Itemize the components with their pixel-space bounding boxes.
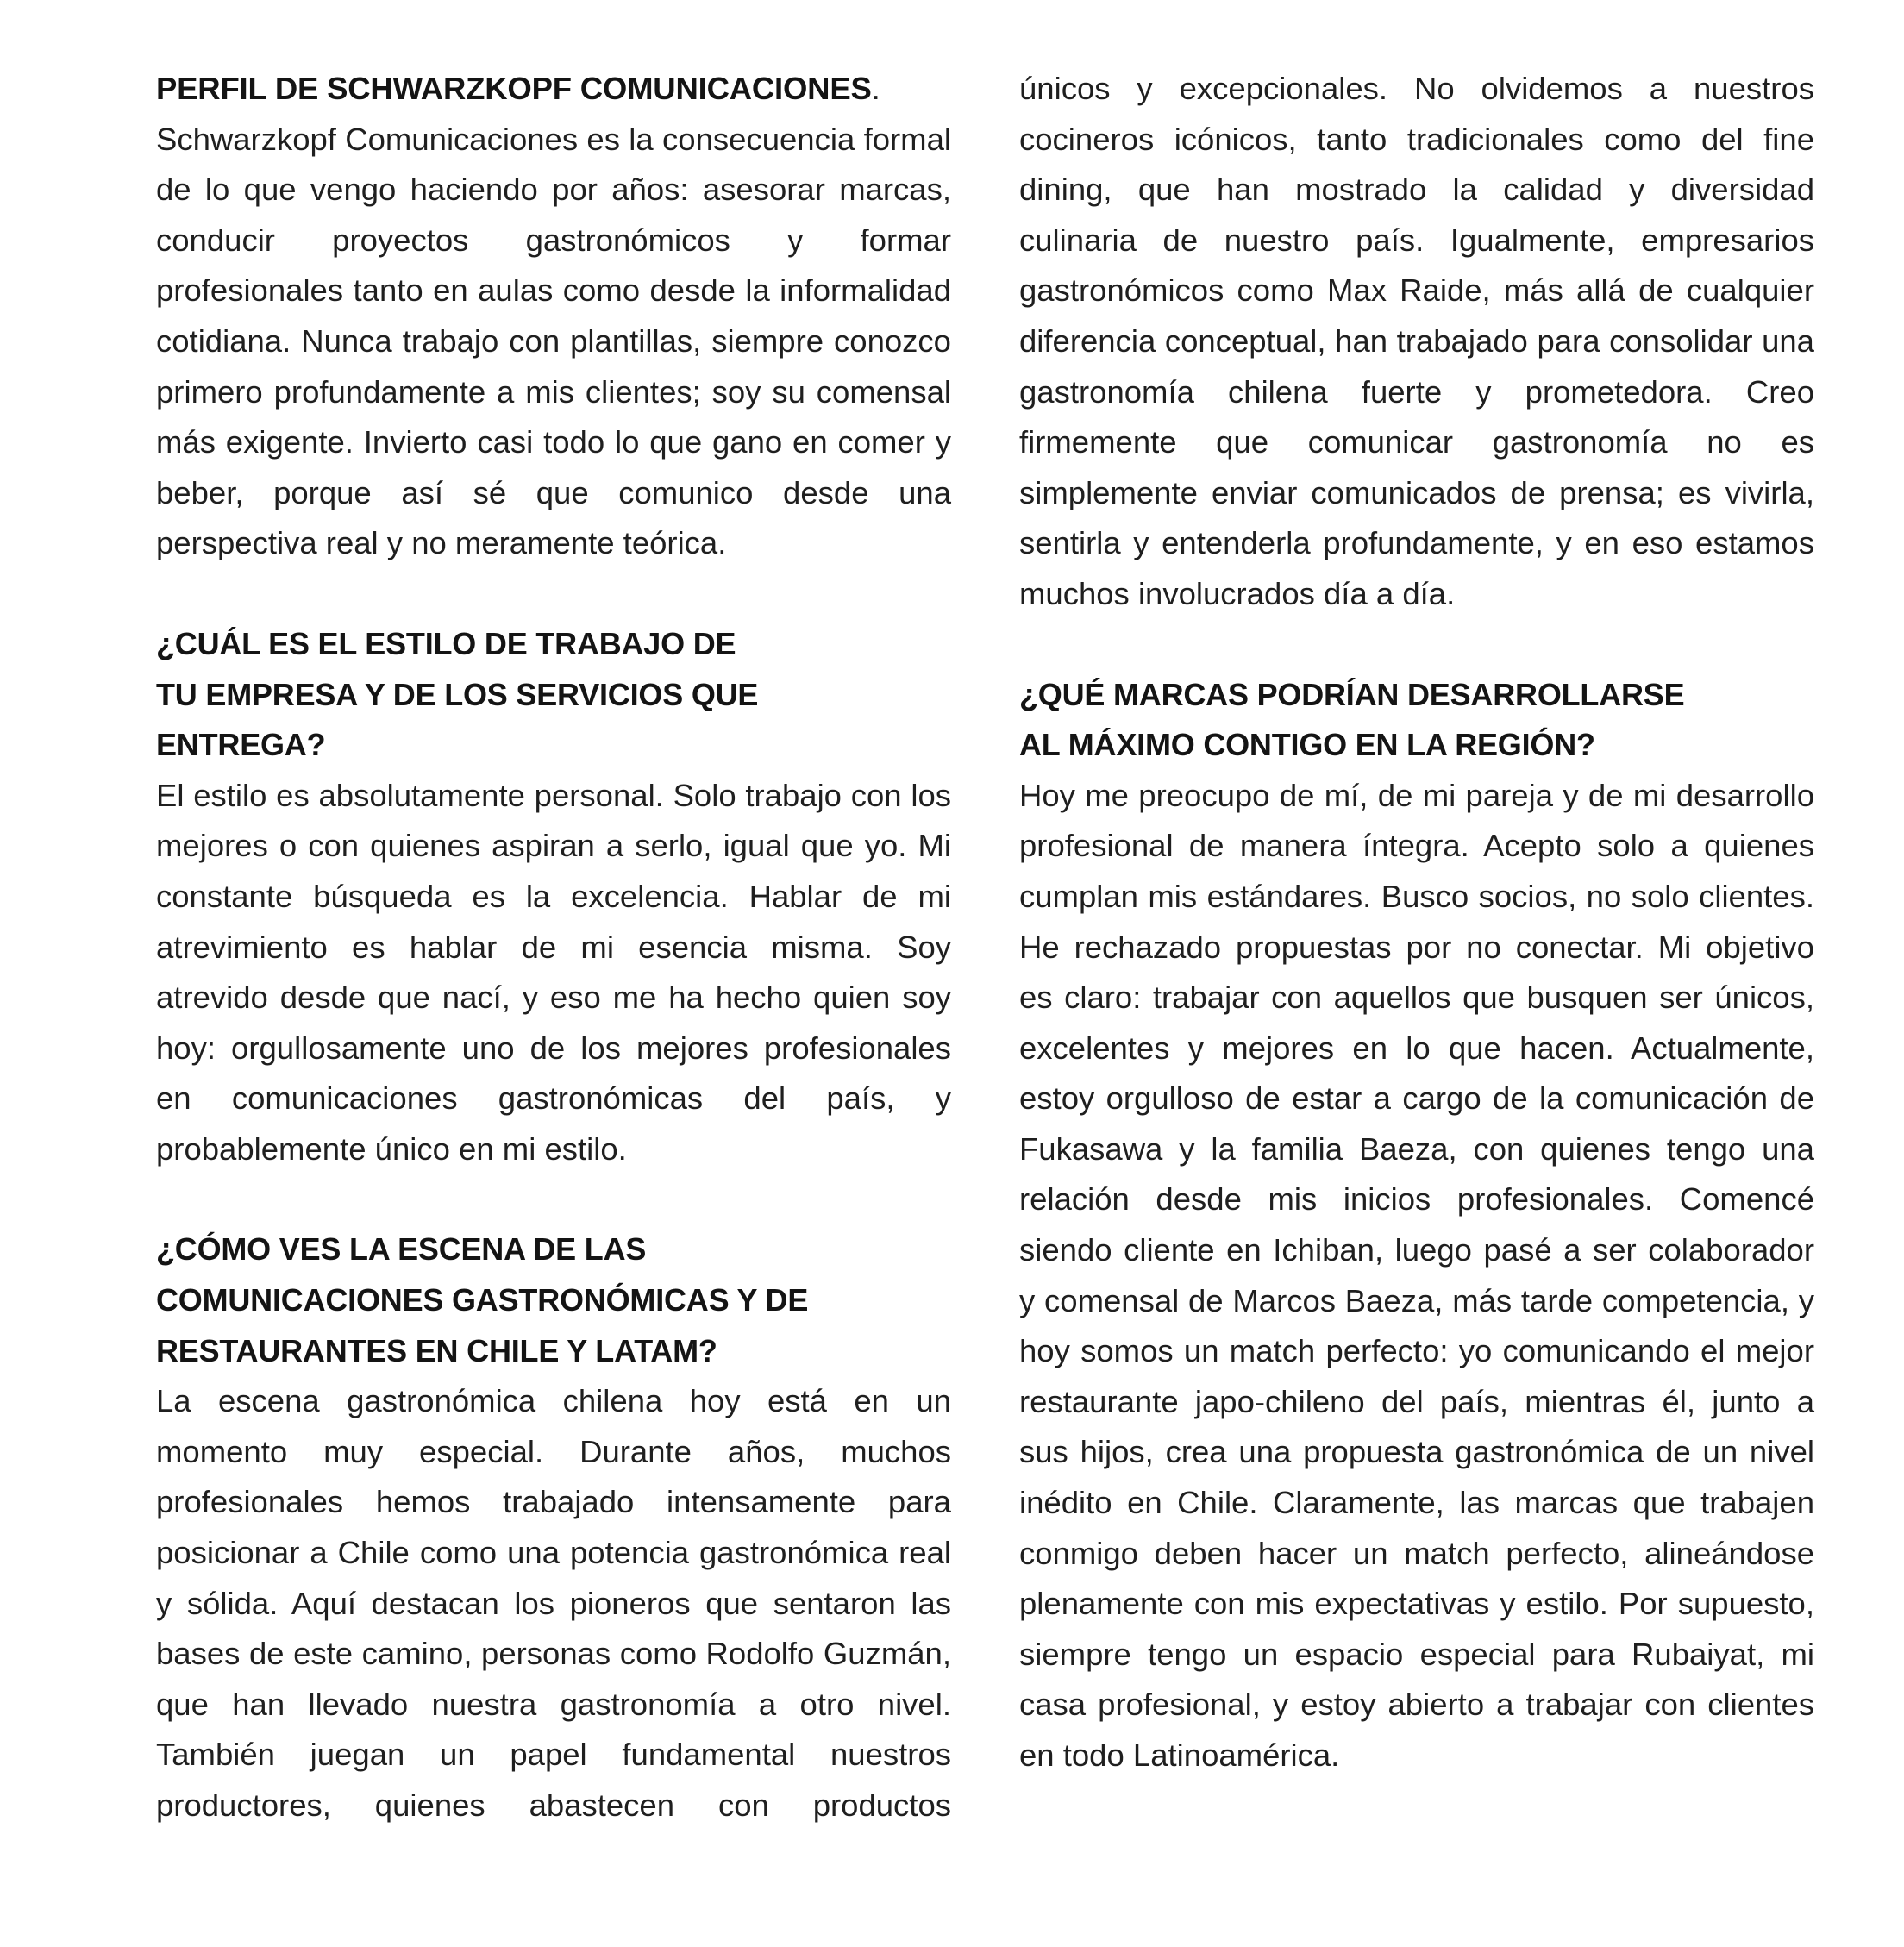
scene-continued-section — [1019, 64, 1814, 620]
scene-heading-line-1: ¿CÓMO VES LA ESCENA DE LAS — [156, 1231, 647, 1268]
brands-heading-line-2: AL MÁXIMO CONTIGO EN LA REGIÓN? — [1019, 727, 1595, 763]
style-body: El estilo es absolutamente personal. Solo trabajo con los mejores o con quienes aspiran a serlo, igual que yo. Mi constante búsqueda es la excelencia. Hablar de mi atrevimiento es hablar de mi esencia misma. Soy atrevido desde que nací, y eso me ha hecho quien soy hoy: orgullosamente uno de los mejores profesionales en comunicaciones gastronómicas del país, y probablemente único en mi estilo. — [156, 777, 951, 1167]
style-heading-line-2: TU EMPRESA Y DE LOS SERVICIOS QUE — [156, 676, 759, 712]
scene-heading — [156, 1224, 951, 1376]
brands-heading — [1019, 670, 1814, 771]
brands-section — [1019, 670, 1814, 1781]
scene-section — [156, 1224, 951, 1831]
scene-body: La escena gastronómica chilena hoy está en un momento muy especial. Durante años, muchos profesionales hemos trabajado intensamente para posicionar a Chile como una potencia gastronómica real y sólida. Aquí destacan los pioneros que sentaron las bases de este camino, personas como Rodolfo Guzmán, que han llevado nuestra gastronomía a otro nivel. También juegan un papel fundamental nuestros productores, quienes abastecen con productos — [156, 1383, 951, 1823]
style-section — [156, 619, 951, 1175]
style-heading — [156, 619, 951, 771]
brands-body: Hoy me preocupo de mí, de mi pareja y de mi desarrollo profesional de manera íntegra. Acepto solo a quienes cumplan mis estándares. Busco socios, no solo clientes. He rechazado propuestas por no conectar. Mi objetivo es claro: trabajar con aquellos que busquen ser únicos, excelentes y mejores en lo que hacen. Actualmente, estoy orgulloso de estar a cargo de la comunicación de Fukasawa y la familia Baeza, con quienes tengo una relación desde mis inicios profesionales. Comencé siendo cliente en Ichiban, luego pasé a ser colaborador y comensal de Marcos Baeza, más tarde competencia, y hoy somos un match perfecto: yo comunicando el mejor restaurante japo-chileno del país, mientras él, junto a sus hijos, crea una propuesta gastronómica de un nivel inédito en Chile. Claramente, las marcas que trabajen conmigo deben hacer un match perfecto, alineándose plenamente con mis expectativas y estilo. Por supuesto, siempre tengo un espacio especial para Rubaiyat, mi casa profesional, y estoy abierto a trabajar con clientes en todo Latinoamérica. — [1019, 777, 1814, 1773]
profile-title-punct: . — [871, 71, 880, 106]
profile-paragraph — [156, 64, 951, 569]
right-column — [1019, 64, 1814, 1781]
style-heading-line-1: ¿CUÁL ES EL ESTILO DE TRABAJO DE — [156, 625, 736, 661]
brands-heading-line-1: ¿QUÉ MARCAS PODRÍAN DESARROLLARSE — [1019, 676, 1685, 712]
scene-continued-body: únicos y excepcionales. No olvidemos a nuestros cocineros icónicos, tanto tradicionales como del fine dining, que han mostrado la calidad y diversidad culinaria de nuestro país. Igualmente, empresarios gastronómicos como Max Raide, más allá de cualquier diferencia conceptual, han trabajado para consolidar una gastronomía chilena fuerte y prometedora. Creo firmemente que comunicar gastronomía no es simplemente enviar comunicados de prensa; es vivirla, sentirla y entenderla profundamente, y en eso estamos muchos involucrados día a día. — [1019, 71, 1814, 611]
profile-body: Schwarzkopf Comunicaciones es la consecuencia formal de lo que vengo haciendo por años: asesorar marcas, conducir proyectos gastronómicos y formar profesionales tanto en aulas como desde la informalidad cotidiana. Nunca trabajo con plantillas, siempre conozco primero profundamente a mis clientes; soy su comensal más exigente. Invierto casi todo lo que gano en comer y beber, porque así sé que comunico desde una perspectiva real y no meramente teórica. — [156, 121, 951, 561]
profile-section — [156, 64, 951, 569]
scene-heading-line-2: COMUNICACIONES GASTRONÓMICAS Y DE — [156, 1282, 809, 1318]
profile-title: PERFIL DE SCHWARZKOPF COMUNICACIONES — [156, 71, 872, 106]
scene-heading-line-3: RESTAURANTES EN CHILE Y LATAM? — [156, 1332, 717, 1368]
left-column — [156, 64, 951, 1831]
style-heading-line-3: ENTREGA? — [156, 727, 326, 763]
